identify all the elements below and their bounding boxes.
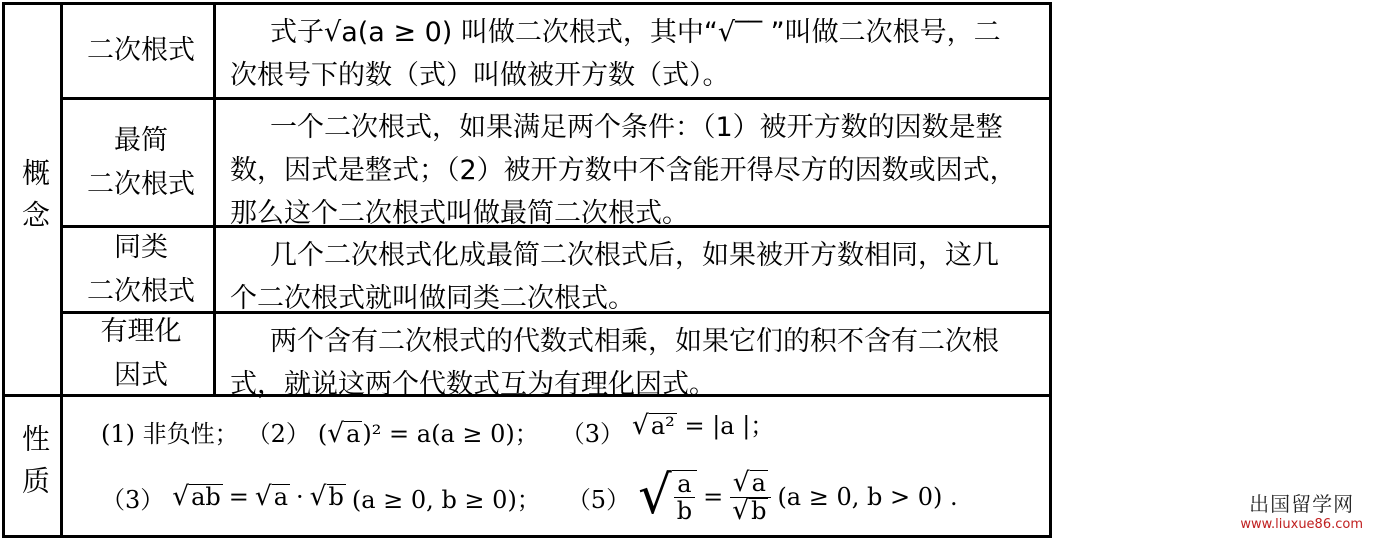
watermark-logo [1240, 488, 1363, 532]
fraction: $\frac{a}{b}$ [674, 471, 695, 525]
definition-line: 式子√a(a ≥ 0) 叫做二次根式，其中“√‾‾ ”叫做二次根号，二 [270, 17, 1001, 48]
definition-line: 一个二次根式，如果满足两个条件：（1）被开方数的因数是整 [270, 112, 1003, 143]
radical-table [2, 2, 1052, 538]
definition-line: 数，因式是整式；（2）被开方数中不含能开得尽方的因数或因式， [230, 155, 1017, 186]
definition-cell-2 [220, 100, 1048, 229]
property-root-of-square: √ a² = |a |； [632, 409, 775, 441]
definition-line: 两个含有二次根式的代数式相乘，如果它们的积不含有二次根 [270, 326, 999, 357]
property-label: （2） [246, 419, 310, 448]
term-name: 二次根式 [87, 35, 195, 66]
radical: √ b [309, 480, 344, 512]
definition-line: 式，就说这两个代数式互为有理化因式。 [230, 369, 716, 400]
property-square-of-root: ( √ a )² = a(a ≥ 0)； [317, 417, 539, 449]
definition-cell-3 [220, 228, 1048, 314]
property-row-2 [101, 464, 958, 527]
term-name: 同类 [114, 231, 168, 263]
term-name: 因式 [114, 360, 168, 391]
group-concept-text: 概念 [18, 157, 51, 242]
property-product-rule: √ ab = √ a · √ b (a ≥ 0, b ≥ 0)； [172, 480, 541, 514]
property-nonnegative: (1) 非负性； [101, 419, 239, 448]
group-label-concept [5, 5, 63, 394]
radical: √ b [732, 494, 767, 526]
property-label: （5） [566, 485, 631, 514]
group-label-property [5, 397, 63, 535]
definition-line: 个二次根式就叫做同类二次根式。 [230, 283, 635, 314]
fraction [729, 467, 771, 526]
term-name: 有理化 [100, 316, 182, 347]
definition-cell-4 [220, 314, 1048, 400]
radical: √ ab [172, 480, 221, 512]
definition-line: 几个二次根式化成最简二次根式后，如果被开方数相同，这几 [270, 240, 999, 271]
radical: √ a [732, 467, 766, 499]
property-row-1 [101, 411, 774, 451]
group-property-text: 性质 [18, 424, 51, 508]
radical: √ a [254, 480, 289, 512]
term-name: 二次根式 [87, 275, 195, 307]
radical: √ a² [632, 409, 675, 441]
watermark-url: www.liuxue86.com [1240, 517, 1363, 532]
definition-line: 那么这个二次根式叫做最简二次根式。 [230, 198, 689, 229]
term-cell-2 [66, 100, 216, 225]
term-cell-4 [66, 314, 216, 394]
property-label: （3） [560, 419, 625, 448]
radical: √ $\frac{a}{b}$ [638, 470, 697, 525]
term-name: 二次根式 [87, 168, 195, 200]
definition-line: 次根号下的数（式）叫做被开方数（式）。 [230, 60, 730, 91]
term-cell-3 [66, 228, 216, 311]
property-quotient-rule: √ $\frac{a}{b}$ = √ a √ b (a ≥ 0, b > 0) . [638, 464, 958, 526]
term-name: 最简 [114, 124, 168, 156]
watermark-name: 出国留学网 [1249, 492, 1355, 516]
radical: √ a [327, 417, 361, 449]
definition-cell-1 [220, 5, 1048, 97]
property-label: （3） [101, 485, 165, 514]
term-cell-1 [66, 5, 216, 97]
